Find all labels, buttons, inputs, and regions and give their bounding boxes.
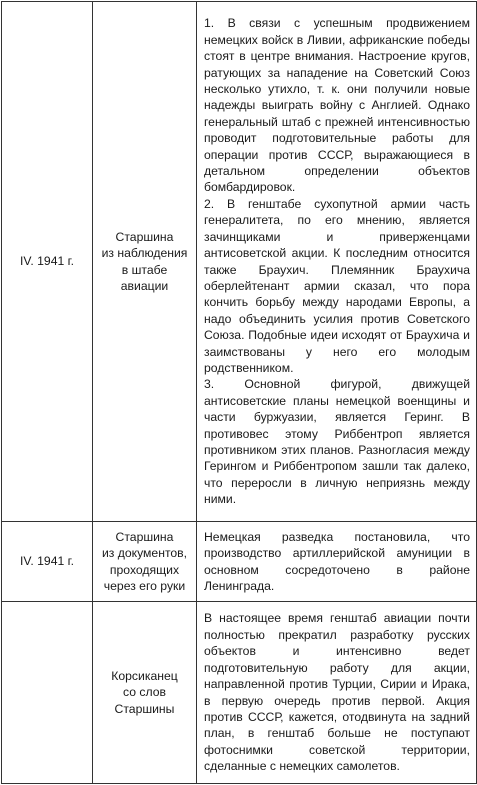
report-paragraph: 1. В связи с успешным продвижением немецких войск в Ливии, африканские победы стоят в центре внимания. Настроение кругов, ратующих за нападение на Советский Союз несколько утихло, т. к. они получили новые надежды выиграть войну с Англией. Однако генеральный штаб с прежней интенсивностью проводит подготовительные работы для операции против СССР, выражающиеся в детальном определении объектов бомбардировок.: [204, 16, 470, 195]
date-cell: [2, 2, 93, 522]
table-row: [2, 2, 477, 522]
source-line: из наблюдения: [101, 246, 188, 261]
report-paragraph: В настоящее время генштаб авиации почти полностью прекратил разработку русских объектов и интенсивно ведет подготовительную работу для акции, направленной против Турции, Сирии и Ирака, в первую очередь против первой. Акция против СССР, кажется, отодвинута на задний план, в генштаб больше не поступают фотоснимки советской территории, сделанные с немецких самолетов.: [204, 611, 470, 774]
report-text-cell: [197, 2, 477, 522]
report-paragraph: 3. Основной фигурой, движущей антисоветские планы немецкой военщины и части буржуазии, является Геринг. В противовес этому Риббентроп является противником этих планов. Разногласия между Герингом и Риббентропом зашли так далеко, что переросли в личную неприязнь между ними.: [204, 377, 470, 507]
source-line: проходящих: [109, 562, 180, 577]
source-line: через его руки: [103, 578, 186, 593]
source-line: Корсиканец: [111, 668, 178, 683]
intelligence-report-table: [1, 1, 477, 784]
source-cell: [93, 2, 197, 522]
source-line: Старшина: [115, 229, 174, 244]
source-line: Старшина: [115, 529, 174, 544]
source-cell: [93, 522, 197, 602]
source-line: со слов: [123, 685, 166, 700]
report-paragraph: 2. В генштабе сухопутной армии часть генералитета, по его мнению, является зачинщиками и приверженцами антисоветской акции. К последним относится также Браухич. Племянник Браухича оберлейтенант армии сказал, что пора кончить борьбу между народами Европы, а надо объединить усилия против Советского Союза. Подобные идеи исходят от Браухича и заимствованы у него его молодым родственником.: [204, 196, 470, 375]
date-text: IV. 1941 г.: [19, 254, 74, 269]
table-row: [2, 602, 477, 784]
date-text: IV. 1941 г.: [19, 554, 74, 569]
report-paragraph: Немецкая разведка постановила, что производство артиллерийской амуниции в основном сосредоточено в районе Ленинграда.: [204, 529, 470, 593]
source-line: Старшины: [114, 701, 175, 716]
source-line: в штабе авиации: [120, 262, 169, 293]
source-cell: [93, 602, 197, 784]
source-line: из документов,: [101, 546, 188, 561]
table-row: [2, 522, 477, 602]
date-cell: [2, 602, 93, 784]
date-cell: [2, 522, 93, 602]
report-text-cell: [197, 522, 477, 602]
report-text-cell: [197, 602, 477, 784]
